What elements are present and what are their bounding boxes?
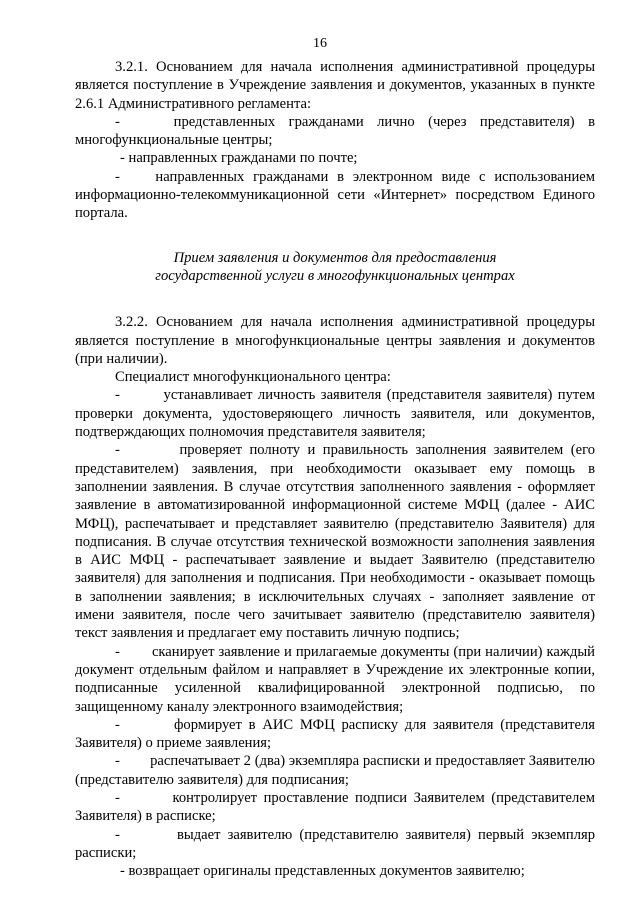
document-body bbox=[75, 58, 595, 880]
list-item: - представленных гражданами лично (через представителя) в многофункциональные центры; bbox=[75, 113, 595, 149]
list-item: - контролирует проставление подписи Заявителем (представителем Заявителя) в расписке; bbox=[75, 789, 595, 825]
list-item: - возвращает оригиналы представленных документов заявителю; bbox=[120, 863, 525, 880]
section-heading-line: государственной услуги в многофункциональных центрах bbox=[155, 267, 515, 284]
section-heading-line: Прием заявления и документов для предоставления bbox=[173, 249, 497, 266]
list-item: - формирует в АИС МФЦ расписку для заявителя (представителя Заявителя) о приеме заявления; bbox=[75, 716, 595, 752]
list-item: - сканирует заявление и прилагаемые документы (при наличии) каждый документ отдельным файлом и направляет в Учреждение их электронные копии, подписанные усиленной квалифицированной электронной подписью, по защищенному каналу электронного взаимодействия; bbox=[75, 643, 595, 715]
specialist-label: Специалист многофункционального центра: bbox=[115, 369, 391, 386]
list-item: - проверяет полноту и правильность заполнения заявителем (его представителем) заявления, при необходимости оказывает ему помощь в заполнении заявления. В случае отсутствия заполненного заявления - оформляет заявление в автоматизированной информационной системе МФЦ (далее - АИС МФЦ), распечатывает и представляет заявителю (представителю Заявителя) для подписания. В случае отсутствия технической возможности заполнения заявления в АИС МФЦ - распечатывает заявление и выдает Заявителю (представителю заявителя) для заполнения и подписания. При необходимости - оказывает помощь в заполнении заявления; в исключительных случаях - заполняет заявление от имени заявителя, после чего зачитывает заявителю (представителю заявителя) текст заявления и предлагает ему поставить личную подпись; bbox=[75, 442, 595, 642]
page-number: 16 bbox=[313, 36, 327, 51]
section-3-2-1-intro: 3.2.1. Основанием для начала исполнения административной процедуры является поступление в Учреждение заявления и документов, указанных в пункте 2.6.1 Административного регламента: bbox=[75, 59, 595, 112]
list-item: - выдает заявителю (представителю заявителя) первый экземпляр расписки; bbox=[75, 826, 595, 861]
list-item: - направленных гражданами в электронном виде с использованием информационно-телекоммуникационной сети «Интернет» посредством Единого портала. bbox=[75, 168, 595, 222]
section-heading bbox=[75, 249, 595, 286]
list-item: - устанавливает личность заявителя (представителя заявителя) путем проверки документа, удостоверяющего личность заявителя, или документов, подтверждающих полномочия представителя заявителя; bbox=[75, 387, 595, 441]
section-3-2-2-intro: 3.2.2. Основанием для начала исполнения административной процедуры является поступление в многофункциональные центры заявления и документов (при наличии). bbox=[75, 314, 595, 367]
list-item: - направленных гражданами по почте; bbox=[120, 150, 358, 167]
list-item: - распечатывает 2 (два) экземпляра расписки и предоставляет Заявителю (представителю заявителя) для подписания; bbox=[75, 753, 595, 788]
